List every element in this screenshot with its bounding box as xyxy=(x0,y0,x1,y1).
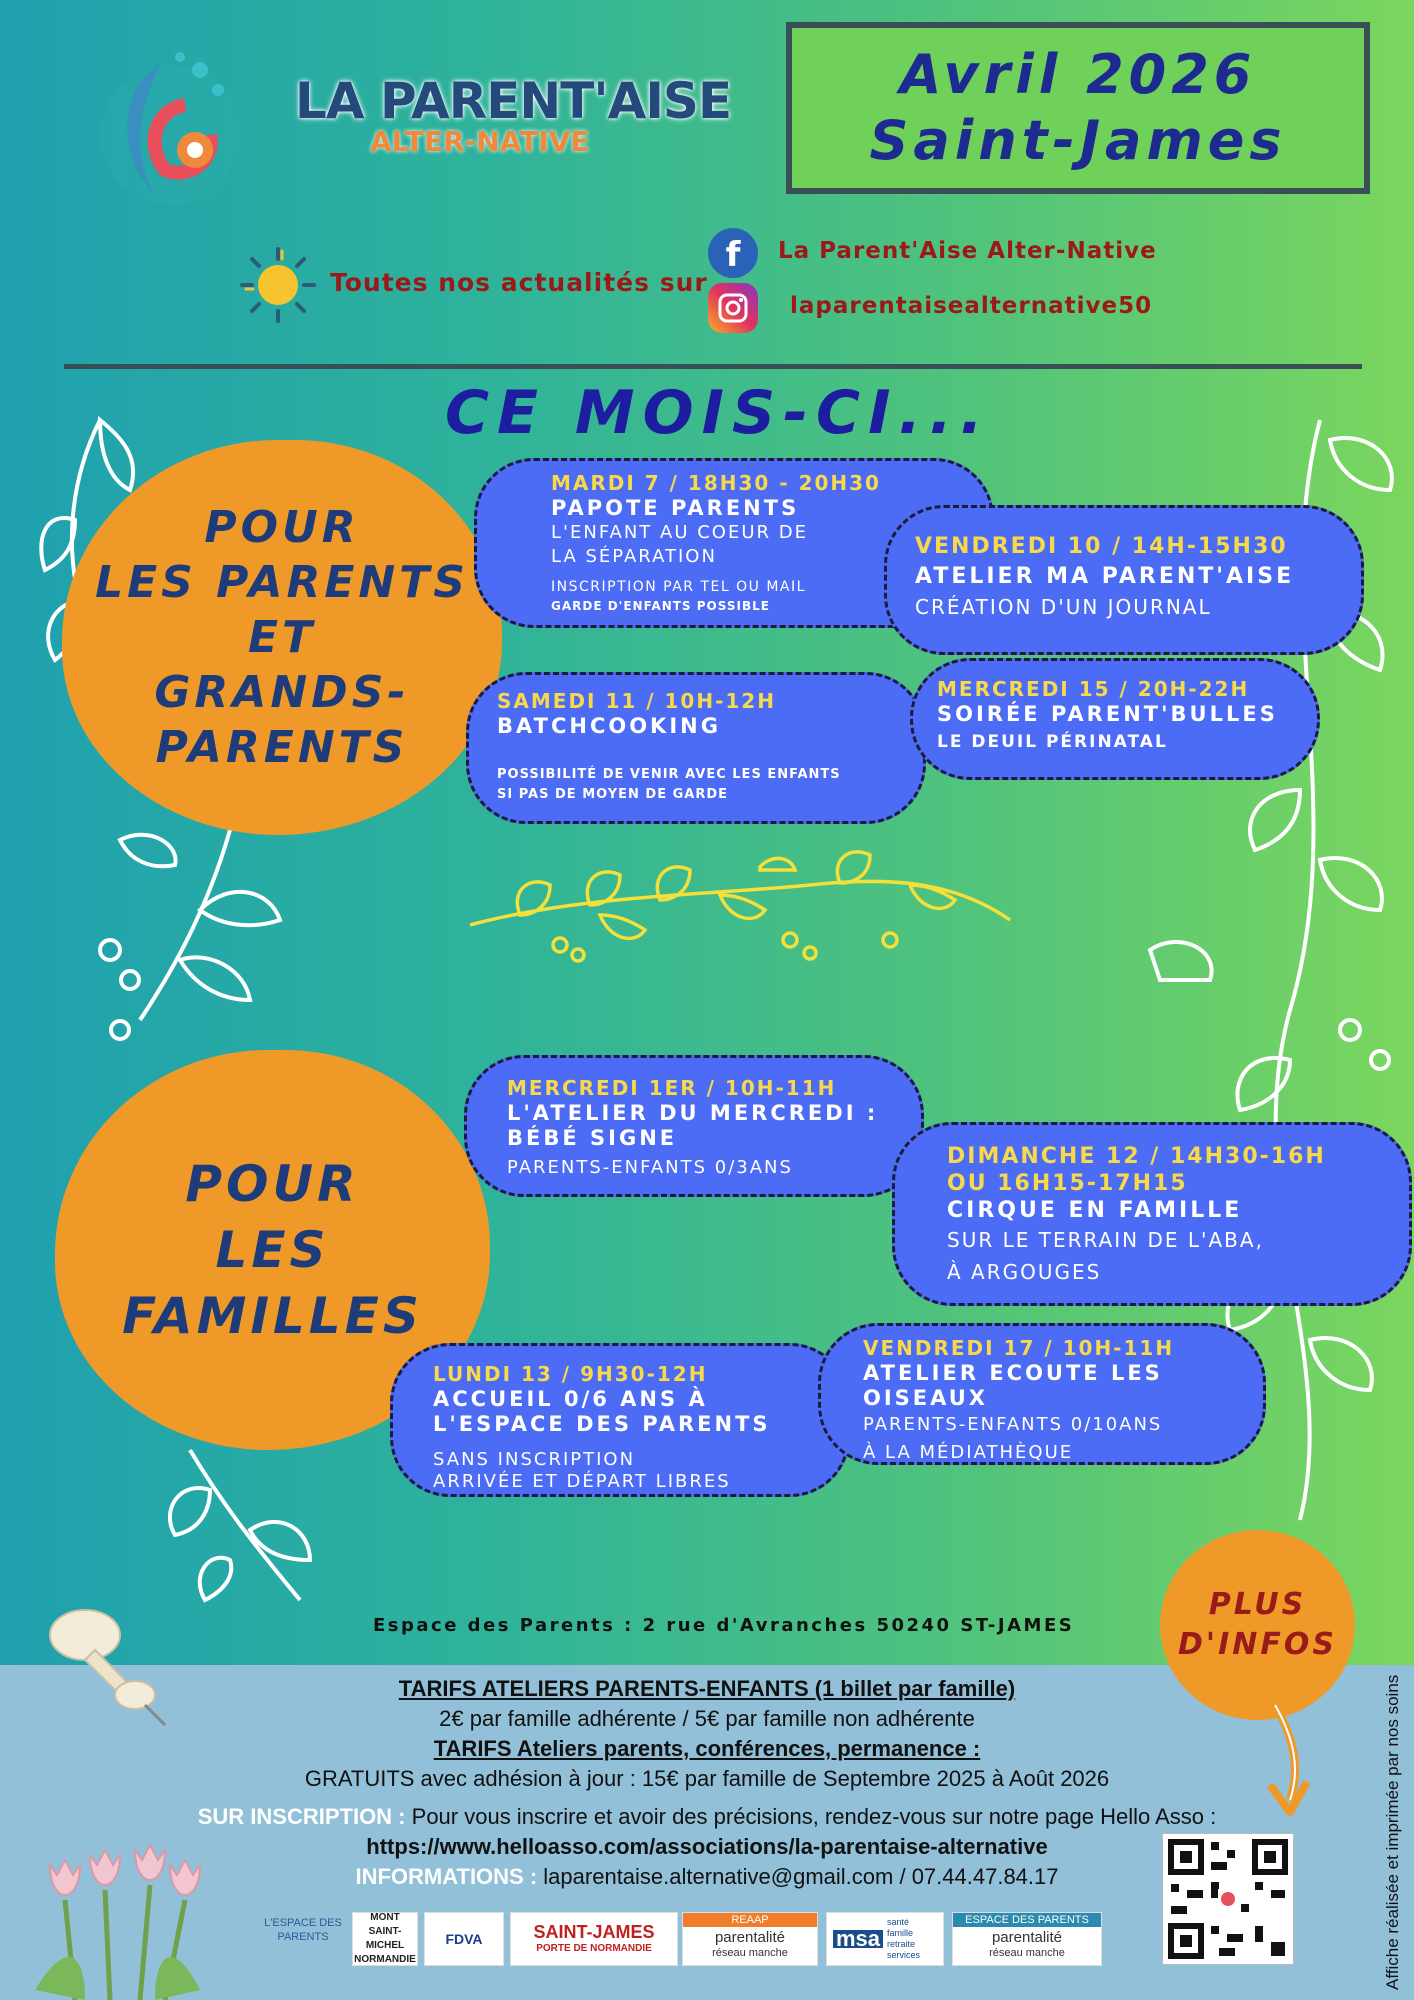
logo-mark-icon xyxy=(100,45,240,215)
partner-logo-reaap xyxy=(682,1912,818,1966)
event-date: LUNDI 13 / 9H30-12H xyxy=(433,1362,708,1386)
event-date: OU 16H15-17H15 xyxy=(947,1171,1188,1196)
vertical-credit-text: Affiche réalisée et imprimée par nos soins xyxy=(1383,1674,1402,1990)
more-info-line: PLUS xyxy=(1208,1587,1307,1622)
tarifs-title-text: TARIFS ATELIERS PARENTS-ENFANTS (1 billet par famille) xyxy=(398,1676,1016,1701)
heading-line: PARENTS xyxy=(155,722,409,773)
header-divider xyxy=(64,364,1362,369)
partner-name: L'ESPACE DES PARENTS xyxy=(264,1917,342,1943)
vertical-credit xyxy=(1376,1625,1406,1995)
tarifs-line: 2€ par famille adhérente / 5€ par famille non adhérente xyxy=(439,1706,975,1731)
event-card-atelier-ma-parentaise xyxy=(884,505,1364,655)
event-subtitle: L'ENFANT AU COEUR DE xyxy=(551,522,808,543)
partner-logo-msa xyxy=(826,1912,944,1966)
event-note: SI PAS DE MOYEN DE GARDE xyxy=(497,787,729,802)
event-title: BATCHCOOKING xyxy=(497,714,721,738)
event-date: VENDREDI 17 / 10H-11H xyxy=(863,1336,1175,1360)
partner-sub: réseau manche xyxy=(712,1947,788,1959)
event-note: GARDE D'ENFANTS POSSIBLE xyxy=(551,599,770,613)
event-title: SOIRÉE PARENT'BULLES xyxy=(937,702,1278,726)
heading-line: ET xyxy=(247,612,317,663)
qr-code-icon[interactable] xyxy=(1162,1833,1294,1965)
event-date: DIMANCHE 12 / 14H30-16H xyxy=(947,1144,1326,1169)
heading-line: POUR xyxy=(185,1155,360,1213)
instagram-glyph-icon xyxy=(708,283,758,333)
logo-subtitle: ALTER-NATIVE xyxy=(370,125,590,158)
partner-sub: réseau manche xyxy=(989,1947,1065,1959)
partner-name: parentalité xyxy=(714,1929,786,1946)
event-subtitle: LE DEUIL PÉRINATAL xyxy=(937,732,1168,752)
event-card-bebe-signe xyxy=(464,1055,924,1197)
event-subtitle: ARRIVÉE ET DÉPART LIBRES xyxy=(433,1471,731,1492)
partner-name: msa xyxy=(833,1930,883,1948)
month-location-box xyxy=(786,22,1370,194)
event-note: POSSIBILITÉ DE VENIR AVEC LES ENFANTS xyxy=(497,767,841,782)
heading-line: GRANDS- xyxy=(154,667,410,718)
info-label: INFORMATIONS : xyxy=(355,1864,538,1889)
event-card-batchcooking xyxy=(466,672,926,824)
facebook-page-link[interactable]: La Parent'Aise Alter-Native xyxy=(778,238,1157,264)
event-subtitle: PARENTS-ENFANTS 0/10ANS xyxy=(863,1414,1163,1435)
heading-line: LES PARENTS xyxy=(95,557,469,608)
month-year: Avril 2026 xyxy=(899,43,1257,106)
town-name: Saint-James xyxy=(869,109,1287,172)
partner-logo-fdva xyxy=(424,1912,504,1966)
event-card-cirque-en-famille xyxy=(892,1122,1412,1306)
facebook-icon[interactable]: f xyxy=(708,228,758,278)
inscription-label: SUR INSCRIPTION : xyxy=(197,1804,406,1829)
event-title: ATELIER ECOUTE LES xyxy=(863,1361,1163,1385)
partner-logo-espace-des-parents xyxy=(258,1890,348,1970)
helloasso-link[interactable]: https://www.helloasso.com/associations/la-parentaise-alternative xyxy=(366,1834,1048,1859)
event-date: MERCREDI 15 / 20H-22H xyxy=(937,677,1250,701)
arrow-down-icon xyxy=(1255,1700,1315,1820)
social-intro-text: Toutes nos actualités sur xyxy=(330,268,708,297)
event-subtitle: SUR LE TERRAIN DE L'ABA, xyxy=(947,1228,1264,1252)
parents-section-heading xyxy=(62,440,502,835)
yellow-branch-decoration xyxy=(460,845,1020,975)
heading-line: LES xyxy=(215,1221,330,1279)
event-date: SAMEDI 11 / 10H-12H xyxy=(497,689,776,713)
more-info-line: D'INFOS xyxy=(1178,1627,1337,1662)
event-title: PAPOTE PARENTS xyxy=(551,496,800,520)
more-info-badge xyxy=(1160,1530,1355,1720)
event-subtitle: À ARGOUGES xyxy=(947,1260,1102,1284)
event-title: ACCUEIL 0/6 ANS À xyxy=(433,1387,708,1411)
instagram-handle-link[interactable]: laparentaisealternative50 xyxy=(790,293,1153,319)
partner-logo-mont-saint-michel xyxy=(352,1912,418,1966)
event-subtitle: SANS INSCRIPTION xyxy=(433,1449,636,1470)
event-title: CIRQUE EN FAMILLE xyxy=(947,1198,1243,1223)
event-title: L'ESPACE DES PARENTS xyxy=(433,1412,771,1436)
heading-line: POUR xyxy=(204,502,360,553)
event-date: MARDI 7 / 18H30 - 20H30 xyxy=(551,471,881,495)
partner-sub: PORTE DE NORMANDIE xyxy=(536,1943,652,1954)
partner-name: parentalité xyxy=(991,1929,1063,1946)
partner-logo-espace-parents-reaap xyxy=(952,1912,1102,1966)
logo-title: LA PARENT'AISE xyxy=(295,72,732,130)
vine-left-lower-decoration xyxy=(150,1440,350,1610)
vine-left-bottom-decoration xyxy=(80,820,340,1070)
event-note: INSCRIPTION PAR TEL OU MAIL xyxy=(551,579,806,595)
instagram-icon[interactable] xyxy=(708,283,758,333)
event-title: BÉBÉ SIGNE xyxy=(507,1126,678,1150)
inscription-text: Pour vous inscrire et avoir des précisions, rendez-vous sur notre page Hello Asso : xyxy=(411,1804,1217,1829)
month-heading: CE MOIS-CI... xyxy=(445,378,991,448)
partner-header: ESPACE DES PARENTS xyxy=(953,1913,1101,1927)
event-card-soiree-parentbulles xyxy=(910,658,1320,780)
inscription-line xyxy=(0,1804,1414,1830)
event-title: L'ATELIER DU MERCREDI : xyxy=(507,1101,879,1125)
partner-header: REAAP xyxy=(683,1913,817,1927)
event-title: OISEAUX xyxy=(863,1386,988,1410)
tarifs2-title xyxy=(0,1736,1414,1762)
partner-sub: santé famille retraite services xyxy=(887,1917,921,1960)
event-card-ecoute-les-oiseaux xyxy=(818,1323,1266,1465)
partner-logo-saint-james xyxy=(510,1912,678,1966)
event-subtitle: CRÉATION D'UN JOURNAL xyxy=(915,595,1212,619)
partner-name: MONT SAINT-MICHEL NORMANDIE xyxy=(354,1912,416,1965)
partner-name: SAINT-JAMES xyxy=(533,1922,655,1942)
event-subtitle: LA SÉPARATION xyxy=(551,546,717,567)
tarifs2-line: GRATUITS avec adhésion à jour : 15€ par famille de Septembre 2025 à Août 2026 xyxy=(304,1766,1110,1791)
event-title: ATELIER MA PARENT'AISE xyxy=(915,564,1295,589)
event-date: MERCREDI 1ER / 10H-11H xyxy=(507,1076,837,1100)
event-subtitle: À LA MÉDIATHÈQUE xyxy=(863,1442,1074,1463)
info-contact[interactable]: laparentaise.alternative@gmail.com / 07.44.47.84.17 xyxy=(543,1864,1059,1889)
event-date: VENDREDI 10 / 14H-15H30 xyxy=(915,534,1288,559)
event-subtitle: PARENTS-ENFANTS 0/3ANS xyxy=(507,1157,793,1178)
partner-name: FDVA xyxy=(445,1931,483,1947)
event-card-accueil-0-6-ans xyxy=(390,1343,850,1497)
sun-icon xyxy=(238,245,318,325)
address-text: Espace des Parents : 2 rue d'Avranches 50240 ST-JAMES xyxy=(373,1615,1075,1636)
tarifs2-title-text: TARIFS Ateliers parents, conférences, permanence : xyxy=(433,1736,981,1761)
heading-line: FAMILLES xyxy=(122,1287,423,1345)
